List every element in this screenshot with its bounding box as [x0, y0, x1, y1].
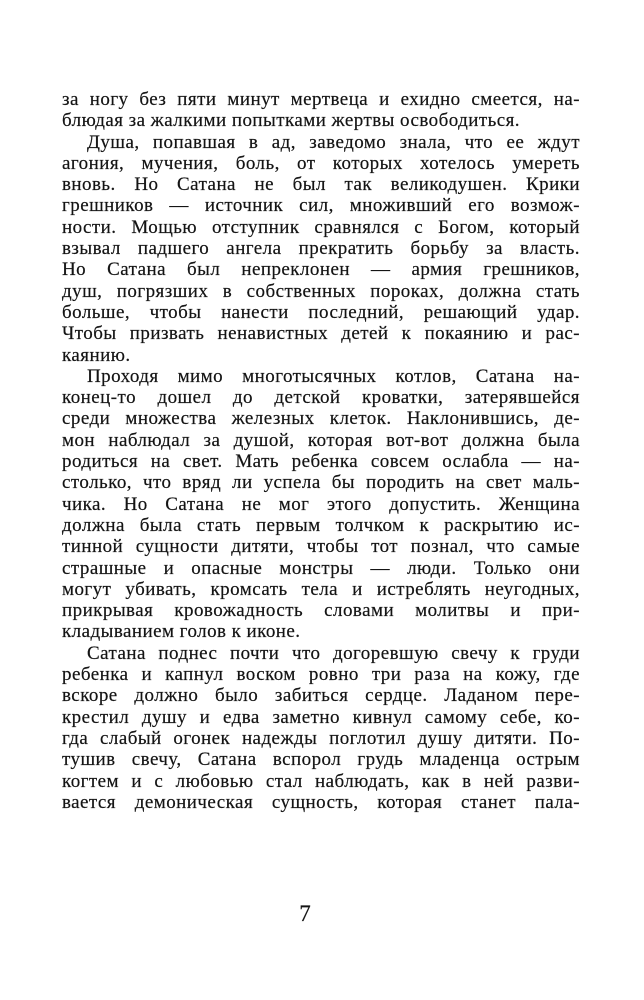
text-line: чика. Но Сатана не мог этого допустить. Женщина	[62, 493, 580, 515]
text-line: страшные и опасные монстры — люди. Только они	[62, 557, 580, 579]
text-line: Но Сатана был непреклонен — армия грешников,	[62, 259, 580, 281]
text-line: Сатана поднес почти что догоревшую свечу к груди	[87, 642, 580, 664]
paragraph	[62, 643, 580, 813]
page-number: 7	[299, 901, 311, 926]
text-line: Чтобы призвать ненавистных детей к покаянию и рас-	[62, 323, 580, 345]
text-line: прикрывая кровожадность словами молитвы и при-	[62, 600, 580, 622]
text-line: родиться на свет. Мать ребенка совсем ослабла — на-	[62, 451, 580, 473]
text-line: должна была стать первым толчком к раскрытию ис-	[62, 514, 580, 536]
text-line: ребенка и капнул воском ровно три раза на кожу, где	[62, 664, 580, 686]
text-line: столько, что вряд ли успела бы породить на свет маль-	[62, 472, 580, 494]
text-line: агония, мучения, боль, от которых хотелось умереть	[62, 152, 580, 174]
text-line: Душа, попавшая в ад, заведомо знала, что ее ждут	[87, 131, 580, 153]
text-line: за ногу без пяти минут мертвеца и ехидно смеется, на-	[62, 89, 580, 110]
text-line: мон наблюдал за душой, которая вот-вот должна была	[62, 429, 580, 451]
text-line: душ, погрязших в собственных пороках, должна стать	[62, 280, 580, 302]
text-line: вновь. Но Сатана не был так великодушен. Крики	[62, 174, 580, 196]
text-line: взывал падшего ангела прекратить борьбу за власть.	[62, 238, 580, 260]
text-line: вается демоническая сущность, которая станет пала-	[62, 791, 580, 813]
text-line: тушив свечу, Сатана вспорол грудь младенца острым	[62, 749, 580, 771]
text-line: среди множества железных клеток. Наклонившись, де-	[62, 408, 580, 430]
text-line: кладыванием голов к иконе.	[62, 621, 301, 643]
text-line: могут убивать, кромсать тела и истреблять неугодных,	[62, 578, 580, 600]
text-line: блюдая за жалкими попытками жертвы освободиться.	[62, 110, 520, 132]
text-line: тинной сущности дитяти, чтобы тот познал, что самые	[62, 536, 580, 558]
body-text	[62, 89, 580, 813]
text-line: вскоре должно было забиться сердце. Ладаном пере-	[62, 685, 580, 707]
paragraph	[62, 89, 580, 132]
paragraph	[62, 366, 580, 643]
text-line: грешников — источник сил, множивший его возмож-	[62, 195, 580, 217]
text-line: каянию.	[62, 344, 131, 366]
text-line: конец-то дошел до детской кроватки, затерявшейся	[62, 387, 580, 409]
text-line: Проходя мимо многотысячных котлов, Сатана на-	[87, 365, 580, 387]
text-line: гда слабый огонек надежды поглотил душу дитяти. По-	[62, 727, 580, 749]
paragraph	[62, 132, 580, 366]
text-line: ности. Мощью отступник сравнялся с Богом, который	[62, 216, 580, 238]
text-line: когтем и с любовью стал наблюдать, как в ней разви-	[62, 770, 580, 792]
text-line: крестил душу и едва заметно кивнул самому себе, ко-	[62, 706, 580, 728]
text-line: больше, чтобы нанести последний, решающий удар.	[62, 301, 580, 323]
